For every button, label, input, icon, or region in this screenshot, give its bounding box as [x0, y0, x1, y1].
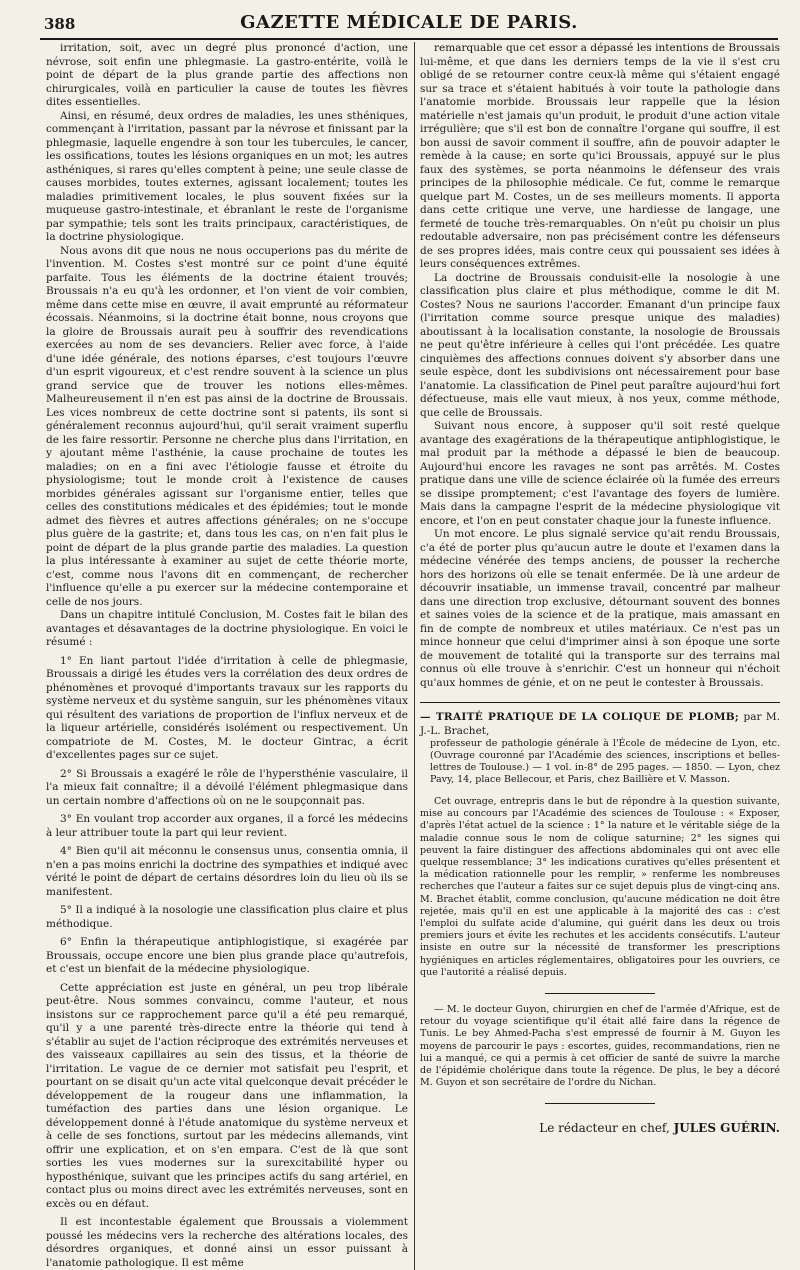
running-title: GAZETTE MÉDICALE DE PARIS.	[240, 12, 578, 33]
section-rule	[545, 1103, 655, 1104]
summary-item: 6° Enfin la thérapeutique antiphlogistique, si exagérée par Broussais, occupe encore une bien plus grande place qu'autrefois, et c'est un bienfait de la médecine physiologique.	[46, 936, 408, 975]
review-title: — TRAITÉ PRATIQUE DE LA COLIQUE DE PLOMB;	[420, 711, 740, 723]
review-author: par M. J.-L. Brachet,	[420, 711, 780, 737]
column-divider	[414, 42, 415, 1270]
summary-item: 3° En voulant trop accorder aux organes, il a forcé les médecins à leur attribuer toute la part qui leur revient.	[46, 813, 408, 839]
signature-prefix: Le rédacteur en chef,	[539, 1121, 670, 1136]
paragraph: remarquable que cet essor a dépassé les intentions de Broussais lui-même, et que dans les derniers temps de la vie il s'est cru obligé de se retourner contre ceux-là même qui s'étaient engagé sur sa trace et s'étaient habitués à voir toute la pathologie dans l'anatomie morbide. Broussais leur rappelle que la lésion matérielle n'est jamais qu'un produit, le produit d'une action vitale irrégulière; que s'il est bon de connaître l'organe qui souffre, il est bon aussi de savoir comment il souffre, afin de pouvoir adapter le remède à la cause; en sorte qu'ici Broussais, appuyé sur le plus faux des systèmes, se porta néanmoins le défenseur des vrais principes de la philosophie médicale. Ce fut, comme le remarque quelque part M. Costes, un de ses meilleurs moments. Il apporta dans cette critique une verve, une hardiesse de langage, une fermeté de touche très-remarquables. On n'eût pu choisir un plus redoutable adversaire, non pas précisément contre les défenseurs de ses propres idées, mais contre ceux qui poussaient ses idées à leurs conséquences extrêmes.	[420, 42, 780, 270]
paragraph: Un mot encore. Le plus signalé service qu'ait rendu Broussais, c'a été de porter plus qu'aucun autre le doute et l'examen dans la médecine vénérée des temps anciens, de pousser la recherche hors des horizons où elle se tenait enfermée. De là une ardeur de découvrir insatiable, un immense travail, concentré par malheur dans une direction trop exclusive, détournant souvent des bonnes et saines voies de la science et de la pratique, mais amassant en fin de compte de nombreux et utiles matériaux. Ce n'est pas un mince honneur que celui d'imprimer ainsi à son époque une sorte de mouvement de totalité qui la transporte sur des terrains mal connus où elle trouve à s'enrichir. C'est un honneur qui n'échoit qu'aux hommes de génie, et on ne peut le contester à Broussais.	[420, 528, 780, 689]
summary-item: 1° En liant partout l'idée d'irritation à celle de phlegmasie, Broussais a dirigé les études vers la corrélation des deux ordres de phénomènes et provoqué d'importants travaux sur les rapports du système nerveux et du système sanguin, sur les phénomènes vitaux qui résultent des variations de proportion de l'influx nerveux et de la liqueur artérielle, considérés isolément ou respectivement. Un compatriote de M. Costes, M. le docteur Gintrac, a écrit d'excellentes pages sur ce sujet.	[46, 654, 408, 761]
summary-item: 4° Bien qu'il ait méconnu le consensus unus, consentia omnia, il n'en a pas moins enrichi la doctrine des sympathies et indiqué avec vérité le point de départ de certains désordres loin du lieu où ils se manifestent.	[46, 845, 408, 898]
text-columns	[40, 42, 778, 1270]
page-number: 388	[44, 15, 76, 33]
paragraph: La doctrine de Broussais conduisit-elle la nosologie à une classification plus claire et plus méthodique, comme le dit M. Costes? Nous ne saurions l'accorder. Emanant d'un principe faux (l'irritation comme source presque unique des maladies) aboutissant à la localisation constante, la nosologie de Broussais ne peut qu'être inférieure à celles qui l'ont précédée. Les quatre cinquièmes des affections connues doivent s'y absorber dans une seule espèce, dont les subdivisions ont nécessairement pour base l'anatomie. La classification de Pinel peut paraître aujourd'hui fort défectueuse, mais elle vaut mieux, à nos yeux, comme méthode, que celle de Broussais.	[420, 271, 780, 419]
header-rule	[40, 38, 778, 40]
section-rule	[545, 993, 655, 994]
section-rule	[420, 702, 780, 703]
left-column	[46, 42, 408, 1270]
paragraph: Il est incontestable également que Broussais a violemment poussé les médecins vers la recherche des altérations locales, des désordres organiques, et donné ainsi un essor puissant à l'anatomie pathologique. Il est même	[46, 1216, 408, 1269]
news-item: — M. le docteur Guyon, chirurgien en chef de l'armée d'Afrique, est de retour du voyage scientifique qu'il était allé faire dans la régence de Tunis. Le bey Ahmed-Pacha s'est empressé de fournir à M. Guyon les moyens de parcourir le pays : escortes, guides, recommandations, rien ne lui a manqué, ce qui a permis à cet officier de santé de suivre la marche de l'épidémie cholérique dans toute la régence. De plus, le bey a décoré M. Guyon et son secrétaire de l'ordre du Nichan.	[420, 1004, 780, 1089]
review-body: Cet ouvrage, entrepris dans le but de répondre à la question suivante, mise au concours par l'Académie des sciences de Toulouse : « Exposer, d'après l'état actuel de la science : 1° la nature et le véritable siége de la maladie connue sous le nom de colique saturnine; 2° les signes qui peuvent la faire distinguer des affections abdominales qui ont avec elle quelque ressemblance; 3° les indications curatives qu'elles présentent et la médication rationnelle pour les remplir, » renferme les nombreuses recherches que l'auteur a faites sur ce sujet depuis plus de vingt-cinq ans. M. Brachet établit, comme conclusion, qu'aucune médication ne doit être rejetée, mais qu'il en est une applicable à la majorité des cas : c'est l'emploi du sulfate acide d'alumine, qui guérit dans les deux ou trois premiers jours et évite les rechutes et les accidents consécutifs. L'auteur insiste en outre sur la nécessité de transformer les prescriptions hygiéniques en articles réglementaires, obligatoires pour les ouvriers, ce que l'autorité a réalisé depuis.	[420, 796, 780, 978]
paragraph: Nous avons dit que nous ne nous occuperions pas du mérite de l'invention. M. Costes s'est montré sur ce point d'une équité parfaite. Tous les éléments de la doctrine étaient trouvés; Broussais n'a eu qu'à les ordonner, et l'on vient de voir combien, même dans cette mise en œuvre, il avait emprunté au réformateur écossais. Néanmoins, si la doctrine était bonne, nous croyons que la gloire de Broussais aurait peu à souffrir des revendications exercées au nom de ses devanciers. Relier avec force, à l'aide d'une idée générale, des notions éparses, c'est toujours l'œuvre d'un esprit vigoureux, et c'est rendre souvent à la science un plus grand service que de trouver les notions elles-mêmes. Malheureusement il n'en est pas ainsi de la doctrine de Broussais. Les vices nombreux de cette doctrine sont si patents, ils sont si généralement reconnus aujourd'hui, qu'il serait vraiment superflu de les faire ressortir. Personne ne cherche plus dans l'irritation, en y ajoutant même l'asthénie, la cause prochaine de toutes les maladies; on en a fini avec l'étiologie fausse et étroite du physiologisme; tout le monde croit à l'existence de causes morbides générales agissant sur l'organisme entier, telles que celles des constitutions médicales et des épidémies; tout le monde admet des fièvres et autres affections générales; on ne s'occupe plus guère de la gastrite; et, dans tous les cas, on n'en fait plus le point de départ de la plus grande partie des maladies. La question la plus intéressante à examiner au sujet de cette théorie morte, c'est, comme nous l'avons dit en commençant, de rechercher l'influence qu'elle a pu exercer sur la médecine contemporaine et celle de nos jours.	[46, 244, 408, 608]
editor-signature	[420, 1122, 780, 1136]
page-header	[40, 0, 778, 40]
paragraph: irritation, soit, avec un degré plus prononcé d'action, une névrose, soit enfin une phlegmasie. La gastro-entérite, voilà le point de départ de la plus grande partie des affections non chirurgicales, voilà en particulier la cause de toutes les fièvres dites essentielles.	[46, 42, 408, 108]
review-meta: professeur de pathologie générale à l'École de médecine de Lyon, etc. (Ouvrage couronné par l'Académie des sciences, inscriptions et belles-lettres de Toulouse.) — 1 vol. in-8° de 295 pages. — 1850. — Lyon, chez Pavy, 14, place Bellecour, et Paris, chez Baillière et V. Masson.	[430, 738, 780, 785]
signature-name: JULES GUÉRIN.	[673, 1121, 780, 1136]
review-heading	[420, 711, 780, 738]
paragraph: Cette appréciation est juste en général, un peu trop libérale peut-être. Nous sommes convaincu, comme l'auteur, et nous insistons sur ce rapprochement parce qu'il a été peu remarqué, qu'il y a une parenté très-directe entre la théorie qui tend à s'établir au sujet de l'action réciproque des extrémités nerveuses et des vaisseaux capillaires au sein des tissus, et la théorie de l'irritation. Le vague de ce dernier mot satisfait peu l'esprit, et pourtant on se disait qu'un acte vital quelconque devait précéder le développement de la rougeur dans une inflammation, la tuméfaction des parties dans une lésion organique. Le développement donné à l'étude anatomique du système nerveux et à celle de ses fonctions, surtout par les médecins allemands, vint offrir une explication, et on s'en empara. C'est de là que sont sorties les vues modernes sur la surexcitabilité hyper ou hyposthénique, suivant que les principes actifs du sang artériel, en contact plus ou moins direct avec les extrémités nerveuses, sont en excès ou en défaut.	[46, 981, 408, 1210]
paragraph: Dans un chapitre intitulé Conclusion, M. Costes fait le bilan des avantages et désavantages de la doctrine physiologique. En voici le résumé :	[46, 609, 408, 648]
paragraph: Suivant nous encore, à supposer qu'il soit resté quelque avantage des exagérations de la thérapeutique antiphlogistique, le mal produit par la méthode a dépassé le bien de beaucoup. Aujourd'hui encore les ravages ne sont pas arrêtés. M. Costes pratique dans une ville de science éclairée où la fumée des erreurs se dissipe promptement; c'est l'avantage des foyers de lumière. Mais dans la campagne l'esprit de la médecine physiologique vit encore, et l'on en peut constater chaque jour la funeste influence.	[420, 420, 780, 527]
right-column	[420, 42, 780, 1270]
summary-item: 2° Si Broussais a exagéré le rôle de l'hypersthénie vasculaire, il l'a mieux fait connaître; il a dévoilé l'élément phlegmasique dans un certain nombre d'affections où on ne le soupçonnait pas.	[46, 767, 408, 807]
paragraph: Ainsi, en résumé, deux ordres de maladies, les unes sthéniques, commençant à l'irritation, passant par la névrose et finissant par la phlegmasie, laquelle engendre à son tour les tubercules, le cancer, les ossifications, toutes les lésions organiques en un mot; les autres asthéniques, si rares qu'elles comptent à peine; une seule classe de causes morbides, toutes externes, agissant localement; toutes les maladies primitivement locales, le plus souvent fixées sur la muqueuse gastro-intestinale, et ébranlant le reste de l'organisme par sympathie; tels sont les traits principaux, caractéristiques, de la doctrine physiologique.	[46, 109, 408, 243]
summary-item: 5° Il a indiqué à la nosologie une classification plus claire et plus méthodique.	[46, 904, 408, 930]
